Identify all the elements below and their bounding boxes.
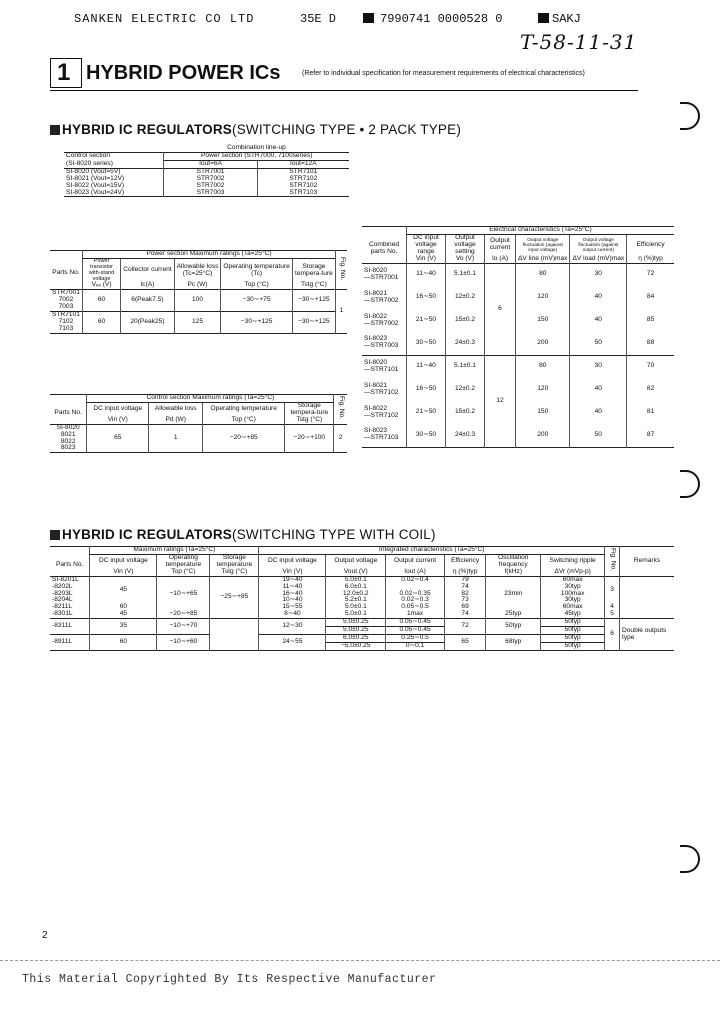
page-number: 2 — [42, 930, 48, 941]
table-row: -8202L 11∼40 6.0±0.1 74 30typ — [50, 584, 674, 591]
title-rule — [50, 90, 638, 91]
table-row: SI-8021 —STR7102 16∼50 12±0.2 120 40 82 — [362, 378, 674, 401]
table-row: -8301L 45 −20∼+85 8∼40 5.0±0.1 1max 74 25typ 45typ 5 — [50, 611, 674, 618]
header-code-2: 7990741 0000528 0 — [380, 12, 503, 26]
table-row: 7002 — [58, 296, 74, 304]
header-code-3: SAKJ — [552, 12, 581, 26]
table-row: -8203L 16∼40 12.0±0.2 0.02∼0.35 82 100max — [50, 591, 674, 598]
section-1-title: HYBRID IC REGULATORS(SWITCHING TYPE • 2 PACK TYPE) — [50, 122, 461, 137]
table-row: SI-8022 —STR7002 21∼50 15±0.2 150 40 85 — [362, 309, 674, 332]
table-row: −5.0±0.25 0∼0.1 50typ — [50, 642, 674, 650]
table-row: 8022 — [60, 437, 76, 445]
table-row: 7003 — [50, 304, 347, 311]
table-row: SI-8023 —STR7003 30∼50 24±0.3 200 50 88 — [362, 332, 674, 355]
table-row: -8911L 60 −10∼+60 24∼55 6.0±0.25 0.25∼0.5 65 68typ 50typ — [50, 635, 674, 643]
table-row: SI-8023 —STR7103 30∼50 24±0.3 200 50 87 — [362, 424, 674, 447]
table-row: -8211L 60 15∼55 5.0±0.1 0.05∼0.5 69 60max 4 — [50, 604, 674, 611]
main-title: HYBRID POWER ICs — [86, 62, 281, 84]
electrical-characteristics-table: Electrical characteristics (Ta=25°C) Combined parts No. DC input voltage range Output voltage setting Output current Output voltage fluctuation (against input voltage) Output voltage fluctuation (against output current) Efficiency Vin (V) Vo (V) Io (A) ΔV line (mV)max ΔV load (mV)max η (%)typ SI-8020 —STR7001 11∼40 5.1±0.1 6 80 30 72 SI-8021 —STR7002 16∼50 12±0.2 120 40 84 SI-8022 —STR7002 21∼50 15±0.2 150 40 85 SI-8023 —STR7003 30∼50 24±0.3 200 50 88 SI-8020 —STR7101 11∼40 5.1±0.1 12 80 30 70 SI-8021 —STR7102 16∼50 12±0.2 120 40 82 SI-8022 —STR7102 21∼50 15±0.2 150 40 81 SI-8023 —STR7103 30∼50 24±0.3 200 50 87 — [362, 226, 674, 448]
square-bullet-icon — [50, 125, 60, 135]
punch-hole-2 — [680, 470, 700, 498]
section-2-title: HYBRID IC REGULATORS(SWITCHING TYPE WITH COIL) — [50, 527, 436, 542]
main-title-number: 1 — [57, 59, 71, 86]
table-row: -8311L 35 −10∼+70 12∼30 5.0±0.25 0.05∼0.45 72 50typ 50typ 6 Double outputs type — [50, 619, 674, 627]
footer-rule — [0, 960, 720, 961]
table-row: SI-8020 (Vout=5V) STR7001 STR7101 — [64, 168, 349, 175]
table-row: SI-8021 —STR7002 16∼50 12±0.2 120 40 84 — [362, 286, 674, 309]
square-bullet-icon — [50, 530, 60, 540]
main-title-note: (Refer to individual specification for measurement requirements of electrical characteristics) — [302, 70, 585, 77]
footer-copyright: This Material Copyrighted By Its Respective Manufacturer — [22, 973, 437, 986]
table-row: SI-8023 (Vout=24V) STR7003 STR7103 — [64, 190, 349, 197]
barcode-block-icon — [363, 13, 374, 23]
table-row: SI-8020 —STR7001 11∼40 5.1±0.1 6 80 30 72 — [362, 263, 674, 286]
barcode-block-icon-2 — [538, 13, 549, 23]
table-row: 5.0±0.25 0.05∼0.45 50typ — [50, 627, 674, 635]
header-company: SANKEN ELECTRIC CO LTD — [74, 12, 255, 26]
punch-hole-1 — [680, 102, 700, 130]
table-row: STR7101 60 20(Peak25) 125 −30∼+125 −30∼+125 — [50, 312, 347, 319]
table-row: 7103 — [50, 326, 347, 333]
table-row: -8204L 10∼40 5.2±0.1 0.02∼0.3 73 30typ — [50, 597, 674, 604]
table-row: SI-8021 (Vout=12V) STR7002 STR7102 — [64, 176, 349, 183]
punch-hole-3 — [680, 845, 700, 873]
table-row: 8023 — [50, 445, 347, 452]
control-ratings-table: Control section Maximum ratings (Ta=25°C) Fig. No. Parts No. DC input voltage Allowable loss Operating temperature Storage tempera-ture Vin (V) Pd (W) Top (°C) Tstg (°C) SI-8020 65 1 −20∼+85 −20∼+100 2 8021 8022 8023 — [50, 394, 347, 453]
table-row: SI-8020 65 1 −20∼+85 −20∼+100 2 — [50, 424, 347, 431]
table-row: STR7001 60 6(Peak7.5) 100 −30∼+75 −30∼+125 1 — [50, 290, 347, 297]
coil-regulators-table: Maximum ratings (Ta=25°C) Integrated characteristics (Ta=25°C) Fig. No. Remarks Parts No. DC input voltage Operating temperature Storage temperature DC input voltage Output voltage Output current Efficiency Oscillation frequency Switching ripple Vin (V) Top (°C) Tstg (°C) Vin (V) Vout (V) Iout (A) η (%)typ f(kHz) ΔVr (mVp-p) SI-8201L 45 −10∼+65 −25∼+85 19∼40 5.0±0.1 0.02∼0.4 79 23min 60max 3 -8202L 11∼40 6.0±0.1 74 30typ -8203L 16∼40 12.0±0.2 0.02∼0.35 82 100max -8204L 10∼40 5.2±0.1 0.02∼0.3 73 30typ -8211L 60 15∼55 5.0±0.1 0.05∼0.5 69 60max 4 -8301L 45 −20∼+85 8∼40 5.0±0.1 1max 74 25typ 45typ 5 -8311L 35 −10∼+70 12∼30 5.0±0.25 0.05∼0.45 72 50typ 50typ 6 Double outputs type 5.0±0.25 0.05∼0.45 50typ -8911L 60 −10∼+60 24∼55 6.0±0.25 0.25∼0.5 65 68typ 50typ −5.0±0.25 0∼0.1 50typ — [50, 546, 674, 651]
table-row: 7102 — [58, 317, 74, 325]
handwritten-code: T-58-11-31 — [520, 30, 638, 54]
combination-table: Combination line-up Control section Power section (STR7000, 7100series) (SI-8020 series) Iout=6A Iout=12A SI-8020 (Vout=5V) STR7001 STR7101 SI-8021 (Vout=12V) STR7002 STR7102 SI-8022 (Vout=15V) STR7002 STR7102 SI-8023 (Vout=24V) STR7003 STR7103 — [64, 145, 349, 197]
table-row: SI-8022 —STR7102 21∼50 15±0.2 150 40 81 — [362, 401, 674, 424]
table-row: SI-8020 —STR7101 11∼40 5.1±0.1 12 80 30 70 — [362, 355, 674, 378]
power-ratings-table: Power section Maximum ratings (Ta=25°C) Fig. No. Parts No. Power transistor with-stand voltage Collector current Allowable loss (Tc=25°C) Operating temperature (Tc) Storage tempera-ture Vₑₑ (V) Ic(A) Pc (W) Top (°C) Tstg (°C) STR7001 60 6(Peak7.5) 100 −30∼+75 −30∼+125 1 7002 7003 STR7101 60 20(Peak25) 125 −30∼+125 −30∼+125 7102 7103 — [52, 250, 346, 332]
header-code-1: 35E D — [300, 12, 337, 26]
table-row: 8021 — [60, 430, 76, 438]
table-row: SI-8201L 45 −10∼+65 −25∼+85 19∼40 5.0±0.1 0.02∼0.4 79 23min 60max 3 — [50, 576, 674, 583]
table-row: SI-8022 (Vout=15V) STR7002 STR7102 — [64, 183, 349, 190]
